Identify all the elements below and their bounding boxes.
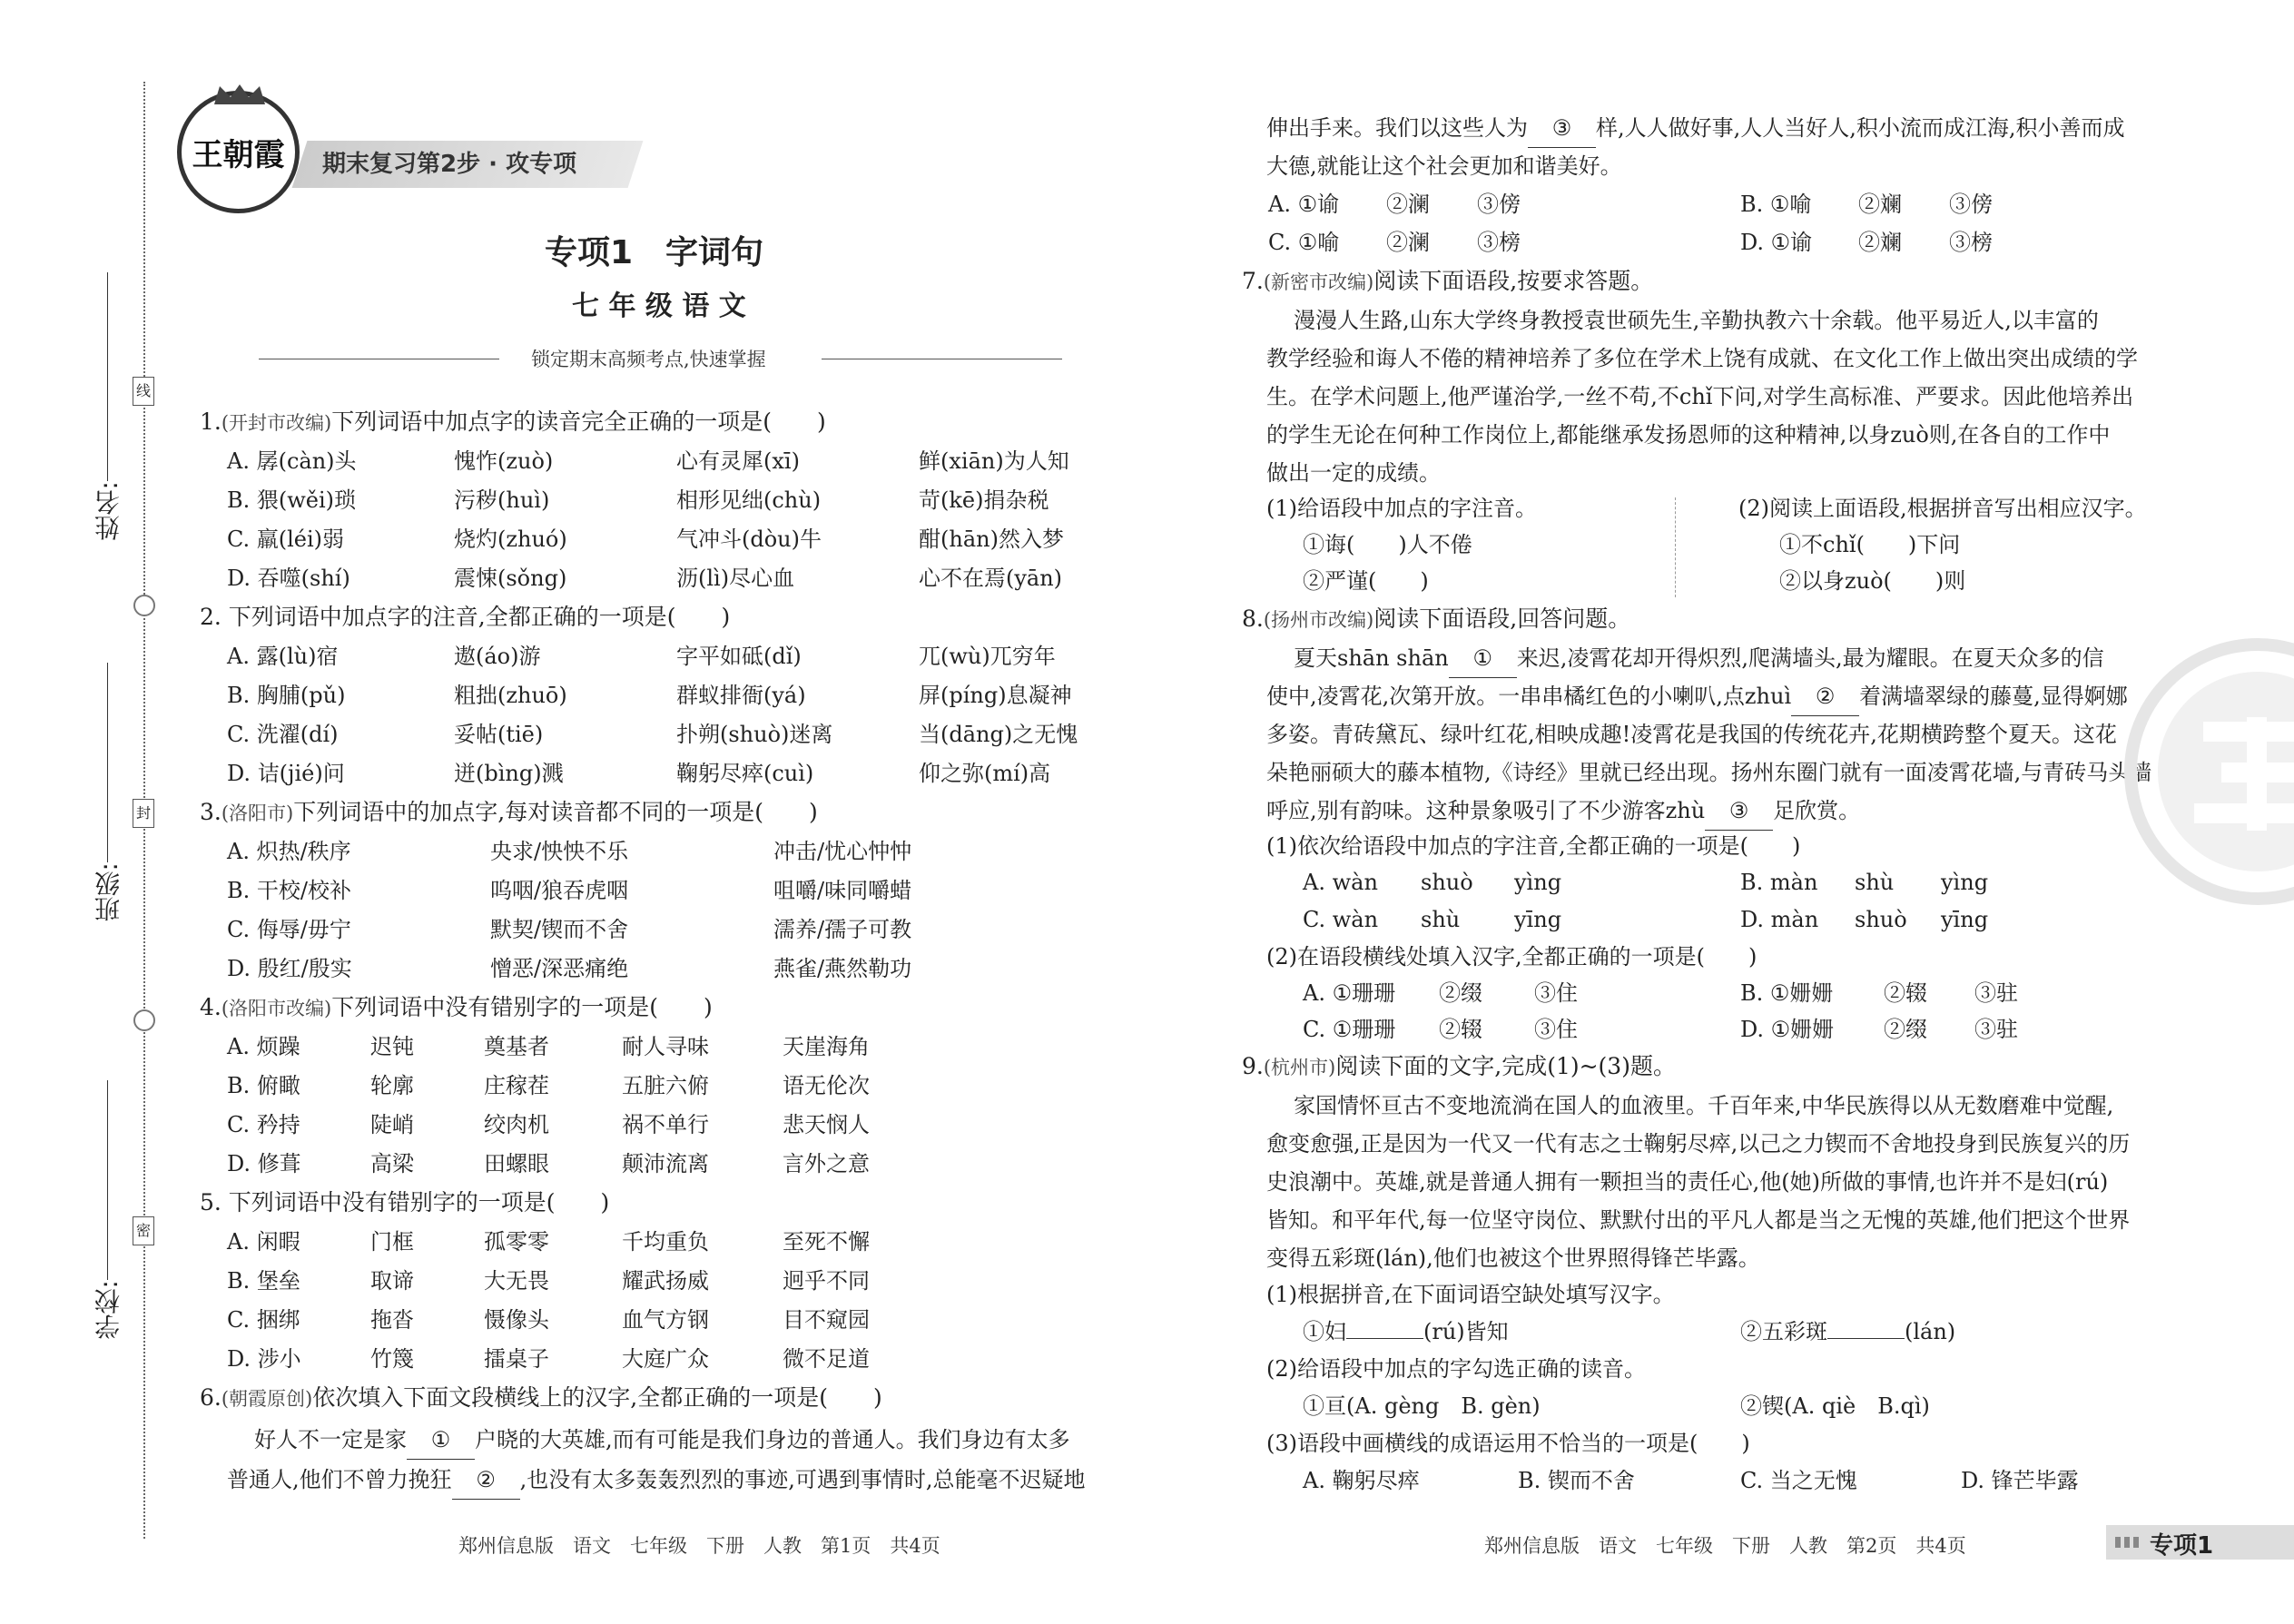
watermark-seal-icon bbox=[2103, 635, 2294, 908]
q2-opt: 仰之弥(mí)高 bbox=[919, 761, 1051, 786]
q9-passage-line: 史浪潮中。英雄,就是普通人拥有一颗担当的责任心,他(她)所做的事情,也许并不是妇(rú) bbox=[1266, 1169, 2109, 1195]
q4-opt[interactable]: C. 矜持 bbox=[227, 1112, 300, 1137]
q6-opt: ③傍 bbox=[1477, 192, 1521, 217]
q2-opt[interactable]: A. 露(lù)宿 bbox=[227, 644, 339, 669]
q5-opt: 大庭广众 bbox=[622, 1346, 709, 1372]
q7-sub1a[interactable]: ①诲( )人不倦 bbox=[1303, 532, 1472, 557]
q8-stem: 8.(扬州市改编)阅读下面语段,回答问题。 bbox=[1242, 605, 1631, 632]
footer-left: 郑州信息版 语文 七年级 下册 人教 第1页 共4页 bbox=[458, 1535, 940, 1557]
q7-sub1b[interactable]: ②严谨( ) bbox=[1303, 568, 1429, 594]
q9-passage-line: 家国情怀亘古不变地流淌在国人的血液里。千百年来,中华民族得以从无数磨难中觉醒, bbox=[1294, 1093, 2114, 1118]
q6-opt: ②斓 bbox=[1858, 192, 1902, 217]
q1-opt[interactable]: A. 孱(càn)头 bbox=[227, 448, 357, 474]
q6-opt: ②澜 bbox=[1386, 192, 1430, 217]
q7-sub2b[interactable]: ②以身zuò( )则 bbox=[1779, 568, 1966, 594]
q1-stem: 1.(开封市改编)下列词语中加点字的读音完全正确的一项是( ) bbox=[200, 408, 826, 435]
q1-opt: 心有灵犀(xī) bbox=[676, 448, 800, 474]
q8-opt2: ②辍 bbox=[1439, 1017, 1482, 1042]
school-underline bbox=[107, 1080, 108, 1280]
q8-opt1[interactable]: C. wàn bbox=[1303, 907, 1379, 932]
q1-opt: 心不在焉(yān) bbox=[919, 566, 1063, 591]
q8-sub2: (2)在语段横线处填入汉字,全都正确的一项是( ) bbox=[1266, 944, 1757, 969]
q9-opt[interactable]: A. 鞠躬尽瘁 bbox=[1303, 1468, 1420, 1493]
q6-passage-line: 普通人,他们不曾力挽狂 ② ,也没有太多轰轰烈烈的事迹,可遇到事情时,总能毫不迟疑地 bbox=[227, 1461, 1086, 1500]
q5-opt: 擂桌子 bbox=[484, 1346, 549, 1372]
q4-stem: 4.(洛阳市改编)下列词语中没有错别字的一项是( ) bbox=[200, 994, 713, 1020]
q2-opt: 妥帖(tiē) bbox=[454, 722, 544, 747]
q1-opt[interactable]: D. 吞噬(shí) bbox=[227, 566, 350, 591]
q7-passage-line: 教学经验和诲人不倦的精神培养了多位在学术上饶有成就、在文化工作上做出突出成绩的学 bbox=[1266, 346, 2138, 371]
q9-opt[interactable]: B. 锲而不舍 bbox=[1518, 1468, 1635, 1493]
section-banner-text: 期末复习第2步 · 攻专项 bbox=[322, 151, 577, 178]
q8-opt2: ②缀 bbox=[1884, 1017, 1927, 1042]
q3-opt[interactable]: D. 殷红/殷实 bbox=[227, 956, 352, 981]
q4-opt: 祸不单行 bbox=[622, 1112, 709, 1137]
page-tab-dots bbox=[2115, 1537, 2142, 1548]
q1-opt[interactable]: C. 羸(léi)弱 bbox=[227, 527, 345, 552]
q4-opt: 奠基者 bbox=[484, 1034, 549, 1059]
q1-opt: 烧灼(zhuó) bbox=[454, 527, 567, 552]
q8-opt1: yìng bbox=[1514, 870, 1562, 895]
q5-opt: 取谛 bbox=[370, 1268, 414, 1294]
q9-stem: 9.(杭州市)阅读下面的文字,完成(1)~(3)题。 bbox=[1242, 1053, 1676, 1079]
q4-opt: 陡峭 bbox=[370, 1112, 414, 1137]
q2-opt: 兀(wù)兀穷年 bbox=[919, 644, 1056, 669]
knot-icon bbox=[133, 1009, 155, 1031]
page-subtitle: 七 年 级 语 文 bbox=[572, 290, 746, 322]
q1-opt[interactable]: B. 猥(wěi)琐 bbox=[227, 487, 357, 513]
q4-opt: 迟钝 bbox=[370, 1034, 414, 1059]
q2-opt[interactable]: C. 洗濯(dí) bbox=[227, 722, 339, 747]
q5-opt: 千均重负 bbox=[622, 1229, 709, 1255]
q8-passage-line: 夏天shān shān ① 来迟,凌霄花却开得炽烈,爬满墙头,最为耀眼。在夏天众多的信 bbox=[1294, 639, 2104, 678]
q2-stem: 2. 下列词语中加点字的注音,全都正确的一项是( ) bbox=[200, 604, 731, 630]
q3-opt: 央求/怏怏不乐 bbox=[490, 839, 629, 864]
q7-passage-line: 的学生无论在何种工作岗位上,都能继承发扬恩师的这种精神,以身zuò则,在各自的工作中 bbox=[1266, 422, 2111, 448]
q3-opt: 燕雀/燕然勒功 bbox=[773, 956, 912, 981]
q8-opt2: ②辍 bbox=[1884, 980, 1927, 1006]
name-label: 姓名: bbox=[94, 481, 123, 541]
q8-passage-line: 多姿。青砖黛瓦、绿叶红花,相映成趣!凌霄花是我国的传统花卉,花期横跨整个夏天。这花 bbox=[1266, 722, 2117, 747]
q8-passage-line: 使中,凌霄花,次第开放。一串串橘红色的小喇叭,点zhuì ② 着满墙翠绿的藤蔓,显得婀娜 bbox=[1266, 677, 2128, 716]
q8-opt2: ③驻 bbox=[1974, 980, 2018, 1006]
q8-opt2: ③住 bbox=[1534, 1017, 1578, 1042]
q3-opt: 濡养/孺子可教 bbox=[773, 917, 912, 942]
q4-opt: 悲天悯人 bbox=[783, 1112, 870, 1137]
q6-opt: ③榜 bbox=[1477, 230, 1521, 255]
q1-opt: 愧怍(zuò) bbox=[454, 448, 554, 474]
q9-sub3: (3)语段中画横线的成语运用不恰当的一项是( ) bbox=[1266, 1431, 1750, 1456]
q9-passage-line: 变得五彩斑(lán),他们也被这个世界照得锋芒毕露。 bbox=[1266, 1245, 1760, 1271]
q6-opt: ②澜 bbox=[1386, 230, 1430, 255]
class-underline bbox=[107, 663, 108, 862]
crown-icon bbox=[212, 83, 267, 106]
q8-opt1: shù bbox=[1855, 870, 1895, 895]
q6-opt: ②斓 bbox=[1858, 230, 1902, 255]
q6-opt[interactable]: A. ①谕 bbox=[1268, 192, 1340, 217]
page-title: 专项1 字词句 bbox=[545, 234, 764, 271]
q2-opt: 遨(áo)游 bbox=[454, 644, 541, 669]
q7-sub2: (2)阅读上面语段,根据拼音写出相应汉字。 bbox=[1738, 496, 2147, 521]
q5-opt: 血气方钢 bbox=[622, 1307, 709, 1333]
q7-sub1: (1)给语段中加点的字注音。 bbox=[1266, 496, 1537, 521]
q5-opt: 孤零零 bbox=[484, 1229, 549, 1255]
q8-opt1[interactable]: A. wàn bbox=[1303, 870, 1378, 895]
q3-opt: 默契/锲而不舍 bbox=[490, 917, 629, 942]
q1-opt: 鲜(xiān)为人知 bbox=[919, 448, 1069, 474]
q4-opt: 言外之意 bbox=[783, 1151, 870, 1176]
q8-opt1: shù bbox=[1421, 907, 1461, 932]
q9-passage-line: 皆知。和平年代,每一位坚守岗位、默默付出的平凡人都是当之无愧的英雄,他们把这个世界 bbox=[1266, 1207, 2131, 1233]
q5-opt[interactable]: B. 堡垒 bbox=[227, 1268, 300, 1294]
seal-mark-xian: 线 bbox=[133, 377, 154, 406]
q9-sub2: (2)给语段中加点的字勾选正确的读音。 bbox=[1266, 1356, 1646, 1382]
q3-opt: 憎恶/深恶痛绝 bbox=[490, 956, 629, 981]
q4-opt[interactable]: A. 烦躁 bbox=[227, 1034, 300, 1059]
q1-opt: 相形见绌(chù) bbox=[676, 487, 822, 513]
q3-opt[interactable]: C. 侮辱/毋宁 bbox=[227, 917, 351, 942]
q3-opt[interactable]: A. 炽热/秩序 bbox=[227, 839, 351, 864]
q3-opt: 呜咽/狼吞虎咽 bbox=[490, 878, 629, 903]
q1-opt: 气冲斗(dòu)牛 bbox=[676, 527, 822, 552]
q4-opt: 耐人寻味 bbox=[622, 1034, 709, 1059]
q4-opt[interactable]: B. 俯瞰 bbox=[227, 1073, 300, 1098]
q7-passage-line: 生。在学术问题上,他严谨治学,一丝不苟,不chǐ下问,对学生高标准、严要求。因此他培养出 bbox=[1266, 384, 2134, 409]
q4-opt: 五脏六俯 bbox=[622, 1073, 709, 1098]
brand-logo-text: 王朝霞 bbox=[192, 137, 285, 173]
q5-opt: 迥乎不同 bbox=[783, 1268, 870, 1294]
q7-passage-line: 做出一定的成绩。 bbox=[1266, 460, 1441, 486]
q3-opt: 咀嚼/味同嚼蜡 bbox=[773, 878, 912, 903]
q1-opt: 污秽(huì) bbox=[454, 487, 550, 513]
q4-opt: 田螺眼 bbox=[484, 1151, 549, 1176]
q9-opt[interactable]: D. 锋芒毕露 bbox=[1961, 1468, 2079, 1493]
q8-opt1[interactable]: D. màn bbox=[1740, 907, 1819, 932]
q9-passage-line: 愈变愈强,正是因为一代又一代有志之士鞠躬尽瘁,以己之力锲而不舍地投身到民族复兴的历 bbox=[1266, 1131, 2131, 1156]
q5-opt: 门框 bbox=[370, 1229, 414, 1255]
q7-passage-line: 漫漫人生路,山东大学终身教授袁世硕先生,辛勤执教六十余载。他平易近人,以丰富的 bbox=[1294, 308, 2099, 333]
q5-opt: 慑像头 bbox=[484, 1307, 549, 1333]
q8-opt1: yīng bbox=[1941, 907, 1989, 932]
q8-opt2[interactable]: B. ①姗姗 bbox=[1740, 980, 1834, 1006]
q6-opt[interactable]: B. ①喻 bbox=[1740, 192, 1812, 217]
q6-passage-line: 好人不一定是家 ① 户晓的大英雄,而有可能是我们身边的普通人。我们身边有太多 bbox=[254, 1421, 1070, 1460]
q6-opt[interactable]: C. ①喻 bbox=[1268, 230, 1340, 255]
q9-sub2a[interactable]: ①亘(A. gèng B. gèn) bbox=[1303, 1393, 1541, 1419]
q4-opt: 语无伦次 bbox=[783, 1073, 870, 1098]
q5-stem: 5. 下列词语中没有错别字的一项是( ) bbox=[200, 1189, 610, 1216]
q6-stem: 6.(朝霞原创)依次填入下面文段横线上的汉字,全都正确的一项是( ) bbox=[200, 1384, 882, 1411]
q5-opt: 耀武扬威 bbox=[622, 1268, 709, 1294]
q8-opt2[interactable]: A. ①珊珊 bbox=[1303, 980, 1396, 1006]
q3-stem: 3.(洛阳市)下列词语中的加点字,每对读音都不同的一项是( ) bbox=[200, 799, 818, 825]
q2-opt: 群蚁排衙(yá) bbox=[676, 683, 806, 708]
q6-passage-line: 伸出手来。我们以这些人为 ③ 样,人人做好事,人人当好人,积小流而成江海,积小善而成 bbox=[1266, 109, 2125, 148]
q5-opt: 微不足道 bbox=[783, 1346, 870, 1372]
page-tab-label: 专项1 bbox=[2150, 1532, 2214, 1560]
q9-sub1b[interactable]: ②五彩斑 (lán) bbox=[1740, 1319, 1956, 1344]
q9-sub2b[interactable]: ②锲(A. qiè B.qì) bbox=[1740, 1393, 1930, 1419]
q7-stem: 7.(新密市改编)阅读下面语段,按要求答题。 bbox=[1242, 268, 1654, 294]
brand-logo bbox=[177, 91, 300, 213]
q5-opt[interactable]: C. 捆绑 bbox=[227, 1307, 300, 1333]
q8-sub1: (1)依次给语段中加点的字注音,全都正确的一项是( ) bbox=[1266, 833, 1801, 859]
name-underline bbox=[107, 272, 108, 481]
q5-opt: 拖沓 bbox=[370, 1307, 414, 1333]
q5-opt[interactable]: D. 涉小 bbox=[227, 1346, 301, 1372]
q5-opt: 目不窥园 bbox=[783, 1307, 870, 1333]
q8-opt2: ③驻 bbox=[1974, 1017, 2018, 1042]
q5-opt: 竹篾 bbox=[370, 1346, 414, 1372]
q9-opt[interactable]: C. 当之无愧 bbox=[1740, 1468, 1857, 1493]
q8-opt1[interactable]: B. màn bbox=[1740, 870, 1818, 895]
q9-sub1: (1)根据拼音,在下面词语空缺处填写汉字。 bbox=[1266, 1282, 1675, 1307]
q2-opt: 粗拙(zhuō) bbox=[454, 683, 567, 708]
q1-opt: 沥(lì)尽心血 bbox=[676, 566, 795, 591]
q1-opt: 苛(kē)捐杂税 bbox=[919, 487, 1049, 513]
q2-opt: 迸(bìng)溅 bbox=[454, 761, 564, 786]
q8-opt1: yìng bbox=[1941, 870, 1989, 895]
q6-opt: ③榜 bbox=[1949, 230, 1993, 255]
q2-opt: 当(dāng)之无愧 bbox=[919, 722, 1078, 747]
q4-opt: 庄稼茬 bbox=[484, 1073, 549, 1098]
q8-opt1: shuò bbox=[1421, 870, 1473, 895]
school-label: 学校: bbox=[94, 1280, 123, 1340]
class-label: 班级: bbox=[94, 862, 123, 922]
q4-opt: 高梁 bbox=[370, 1151, 414, 1176]
q8-opt1: shuò bbox=[1855, 907, 1907, 932]
q1-opt: 酣(hān)然入梦 bbox=[919, 527, 1064, 552]
q2-opt: 鞠躬尽瘁(cuì) bbox=[676, 761, 814, 786]
q1-opt: 震悚(sǒng) bbox=[454, 566, 567, 591]
q9-sub1a[interactable]: ①妇 (rú)皆知 bbox=[1303, 1319, 1509, 1344]
q4-opt: 绞肉机 bbox=[484, 1112, 549, 1137]
q8-opt2: ②缀 bbox=[1439, 980, 1482, 1006]
q7-divider bbox=[1675, 497, 1676, 597]
footer-right: 郑州信息版 语文 七年级 下册 人教 第2页 共4页 bbox=[1484, 1535, 1966, 1557]
q2-opt: 扑朔(shuò)迷离 bbox=[676, 722, 833, 747]
knot-icon bbox=[133, 595, 155, 616]
q5-opt[interactable]: A. 闲暇 bbox=[227, 1229, 300, 1255]
q6-opt: ③傍 bbox=[1949, 192, 1993, 217]
slogan: 锁定期末高频考点,快速掌握 bbox=[531, 349, 766, 370]
binding-margin bbox=[0, 0, 182, 1624]
q2-opt[interactable]: B. 胸脯(pǔ) bbox=[227, 683, 346, 708]
q2-opt[interactable]: D. 诘(jié)问 bbox=[227, 761, 345, 786]
q7-sub2a[interactable]: ①不chǐ( )下问 bbox=[1779, 532, 1961, 557]
seal-mark-mi: 密 bbox=[133, 1216, 154, 1245]
q3-opt: 冲击/忧心忡忡 bbox=[773, 839, 912, 864]
q3-opt[interactable]: B. 干校/校补 bbox=[227, 878, 351, 903]
q4-opt[interactable]: D. 修葺 bbox=[227, 1151, 301, 1176]
q6-passage-line: 大德,就能让这个社会更加和谐美好。 bbox=[1266, 153, 1622, 179]
q5-opt: 大无畏 bbox=[484, 1268, 549, 1294]
q8-opt2[interactable]: D. ①姗姗 bbox=[1740, 1017, 1835, 1042]
q8-opt2: ③住 bbox=[1534, 980, 1578, 1006]
q8-passage-line: 朵艳丽硕大的藤本植物,《诗经》里就已经出现。扬州东圈门就有一面凌霄花墙,与青砖马头墙 bbox=[1266, 760, 2152, 785]
seal-mark-feng: 封 bbox=[133, 799, 154, 828]
q8-opt1: yīng bbox=[1514, 907, 1562, 932]
q4-opt: 天崖海角 bbox=[783, 1034, 870, 1059]
q6-opt[interactable]: D. ①谕 bbox=[1740, 230, 1813, 255]
q4-opt: 轮廓 bbox=[370, 1073, 414, 1098]
q2-opt: 字平如砥(dǐ) bbox=[676, 644, 802, 669]
q8-opt2[interactable]: C. ①珊珊 bbox=[1303, 1017, 1396, 1042]
q5-opt: 至死不懈 bbox=[783, 1229, 870, 1255]
q4-opt: 颠沛流离 bbox=[622, 1151, 709, 1176]
q2-opt: 屏(píng)息凝神 bbox=[919, 683, 1072, 708]
q8-passage-line: 呼应,别有韵味。这种景象吸引了不少游客zhù ③ 足欣赏。 bbox=[1266, 792, 1860, 831]
